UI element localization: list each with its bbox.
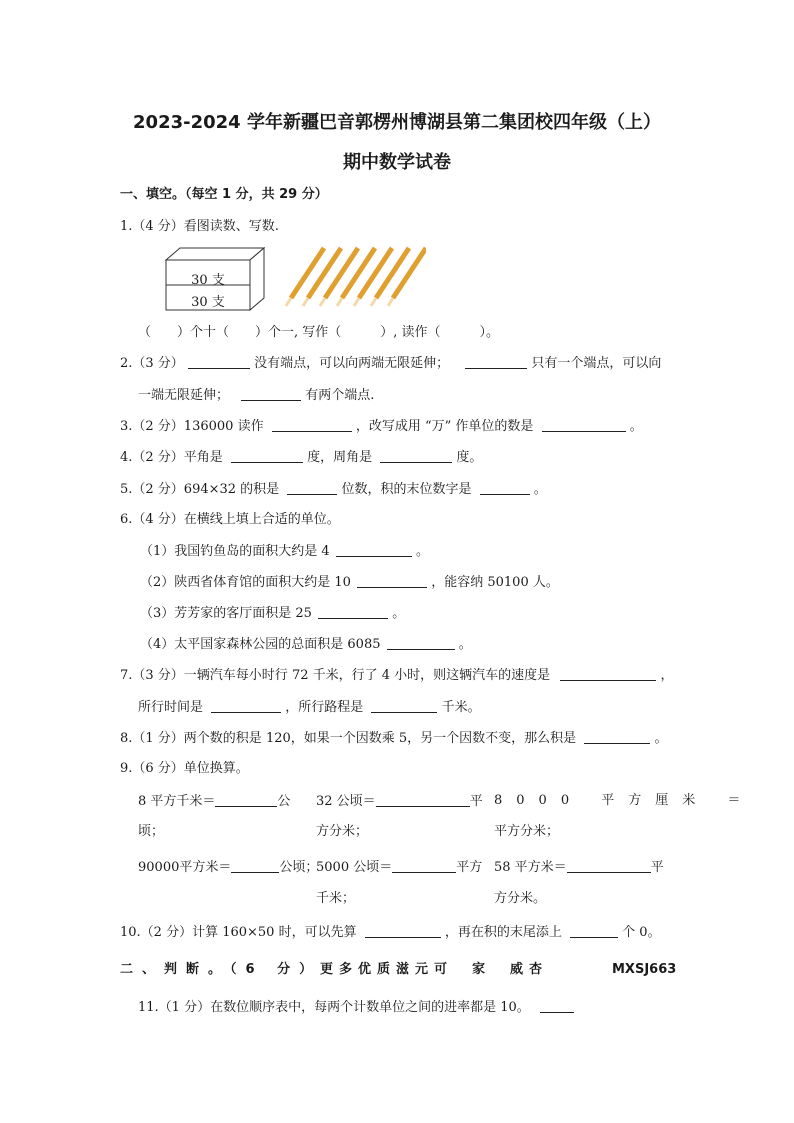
section-2-heading: 二、判断。（6 分） bbox=[120, 962, 322, 977]
answer-blank[interactable] bbox=[371, 698, 437, 713]
box-label-bottom: 30 支 bbox=[191, 295, 225, 310]
answer-blank[interactable] bbox=[241, 386, 301, 401]
question-6-1: （1）我国钓鱼岛的面积大约是 4 。 bbox=[140, 544, 429, 559]
watermark-code: MXSJ663 bbox=[612, 962, 677, 977]
answer-blank[interactable] bbox=[584, 729, 650, 744]
answer-blank[interactable] bbox=[287, 480, 337, 495]
answer-blank[interactable] bbox=[392, 858, 456, 873]
question-7-cont: 所行时间是 ，所行路程是 千米。 bbox=[138, 700, 481, 715]
question-2-cont: 一端无限延伸； 有两个端点. bbox=[138, 388, 375, 403]
question-8: 8.（1 分）两个数的积是 120，如果一个因数乘 5，另一个因数不变，那么积是 。 bbox=[120, 731, 668, 746]
conv-5: 5000 公顷＝ 平方 bbox=[316, 860, 483, 875]
answer-blank[interactable] bbox=[465, 354, 527, 369]
question-7: 7.（3 分）一辆汽车每小时行 72 千米，行了 4 小时，则这辆汽车的速度是 ， bbox=[120, 668, 674, 683]
conv-4: 90000平方米＝ 公顷； bbox=[138, 860, 319, 875]
answer-blank[interactable] bbox=[567, 858, 651, 873]
conv-1: 8 平方千米＝ 公 bbox=[138, 794, 291, 809]
exam-title-line2: 期中数学试卷 bbox=[343, 152, 451, 173]
pencil bbox=[371, 248, 409, 306]
question-9: 9.（6 分）单位换算。 bbox=[120, 761, 249, 776]
conv-5-cont: 千米； bbox=[316, 891, 356, 906]
question-3: 3.（2 分）136000 读作 ，改写成用 “万” 作单位的数是 。 bbox=[120, 419, 643, 434]
answer-blank[interactable] bbox=[231, 448, 303, 463]
answer-blank[interactable] bbox=[380, 448, 452, 463]
answer-blank[interactable] bbox=[188, 354, 250, 369]
conv-6-cont: 方分米。 bbox=[494, 891, 547, 906]
exam-title-line1: 2023-2024 学年新疆巴音郭楞州博湖县第二集团校四年级（上） bbox=[133, 112, 661, 133]
pencil bbox=[354, 248, 392, 306]
conv-2: 32 公顷＝ 平 bbox=[316, 794, 483, 809]
answer-blank[interactable] bbox=[357, 573, 427, 588]
question-10: 10.（2 分）计算 160×50 时，可以先算 ，再在积的末尾添上 个 0。 bbox=[120, 925, 661, 940]
answer-blank[interactable] bbox=[480, 480, 530, 495]
pencil bbox=[320, 248, 358, 306]
pencils-figure bbox=[276, 244, 426, 310]
answer-blank[interactable] bbox=[215, 792, 277, 807]
answer-blank[interactable] bbox=[318, 604, 388, 619]
answer-blank[interactable] bbox=[365, 923, 441, 938]
answer-blank[interactable] bbox=[560, 666, 656, 681]
conv-2-cont: 方分米； bbox=[316, 824, 369, 839]
question-4: 4.（2 分）平角是 度，周角是 度。 bbox=[120, 450, 483, 465]
question-6-4: （4）太平国家森林公园的总面积是 6085 。 bbox=[140, 637, 472, 652]
question-2: 2.（3 分） 没有端点，可以向两端无限延伸； 只有一个端点，可以向 bbox=[120, 356, 662, 371]
conv-3-cont: 平方分米； bbox=[494, 824, 560, 839]
question-11: 11.（1 分）在数位顺序表中，每两个计数单位之间的进率都是 10。 bbox=[138, 998, 574, 1017]
question-6-2: （2）陕西省体育馆的面积大约是 10 ，能容纳 50100 人。 bbox=[140, 575, 559, 590]
question-6: 6.（4 分）在横线上填上合适的单位。 bbox=[120, 512, 340, 527]
answer-blank[interactable] bbox=[376, 792, 470, 807]
pencil bbox=[337, 248, 375, 306]
conv-6: 58 平方米＝ 平 bbox=[494, 860, 664, 875]
answer-blank[interactable] bbox=[211, 698, 281, 713]
answer-blank[interactable] bbox=[570, 923, 618, 938]
pencil bbox=[303, 248, 341, 306]
question-1-answer: （ ）个十（ ）个一, 写作（ ）, 读作（ ）。 bbox=[138, 325, 500, 340]
box-label-top: 30 支 bbox=[191, 273, 225, 288]
pencil bbox=[286, 248, 324, 306]
pencil bbox=[388, 248, 426, 306]
conv-3: 8000 平方厘米 ＝ bbox=[494, 793, 755, 808]
question-6-3: （3）芳芳家的客厅面积是 25 。 bbox=[140, 606, 406, 621]
answer-blank[interactable] bbox=[272, 417, 352, 432]
question-5: 5.（2 分）694×32 的积是 位数，积的末位数字是 。 bbox=[120, 482, 547, 497]
section-1-heading: 一、填空。（每空 1 分，共 29 分） bbox=[120, 187, 328, 202]
answer-blank[interactable] bbox=[542, 417, 626, 432]
answer-blank[interactable] bbox=[387, 635, 455, 650]
watermark-text: 更多优质滋元可 家 威杏 bbox=[320, 962, 549, 977]
answer-blank[interactable] bbox=[540, 998, 574, 1013]
answer-blank[interactable] bbox=[336, 542, 412, 557]
conv-1-cont: 顷； bbox=[138, 824, 165, 839]
question-1: 1.（4 分）看图读数、写数. bbox=[120, 219, 279, 234]
answer-blank[interactable] bbox=[231, 858, 279, 873]
